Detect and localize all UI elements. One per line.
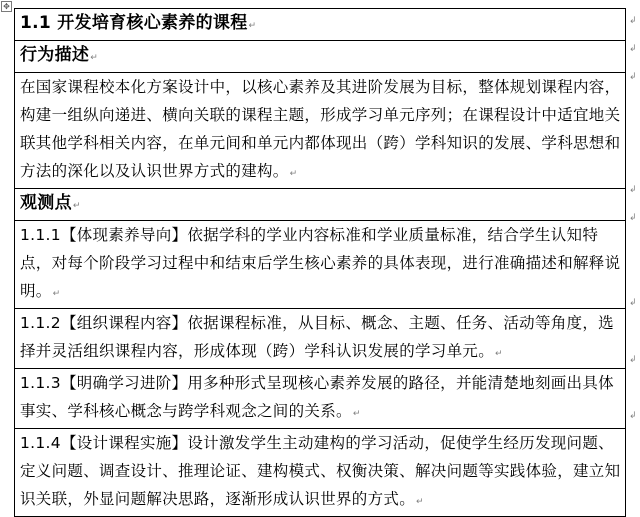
- paragraph-mark-icon: ↵: [495, 349, 503, 359]
- table-row: [15, 221, 626, 309]
- table-row: [15, 41, 626, 73]
- point-text: 1.1.2【组织课程内容】依据课程标准，从目标、概念、主题、任务、活动等角度，选择并灵活组织课程内容，形成体现（跨）学科认识发展的学习单元。: [20, 314, 614, 360]
- point-cell[interactable]: [15, 221, 626, 309]
- point-text: 1.1.1【体现素养导向】依据学科的学业内容标准和学业质量标准，结合学生认知特点，对每个阶段学习过程中和结束后学生核心素养的具体表现，进行准确描述和解释说明。: [20, 226, 621, 300]
- standards-table: [14, 8, 626, 517]
- section-title-cell[interactable]: [15, 9, 626, 41]
- point-cell[interactable]: [15, 429, 626, 517]
- point-text: 1.1.4【设计课程实施】设计激发学生主动建构的学习活动，促使学生经历发现问题、定义问题、调查设计、推理论证、建构模式、权衡决策、解决问题等实践体验，建立知识关联，外显问题解决思路，逐渐形成认识世界的方式。: [20, 434, 621, 508]
- table-row: [15, 369, 626, 429]
- section-title: 1.1 开发培育核心素养的课程: [20, 13, 248, 33]
- paragraph-mark-icon: ↵: [52, 289, 61, 299]
- table-row: [15, 309, 626, 369]
- behavior-heading: 行为描述: [20, 45, 90, 65]
- paragraph-mark-icon: ↵: [352, 409, 361, 419]
- cell-end-mark-icon: ↲: [629, 298, 637, 308]
- observation-heading: 观测点: [20, 193, 72, 213]
- paragraph-mark-icon: ↵: [248, 21, 257, 31]
- cell-end-mark-icon: ↲: [629, 411, 637, 421]
- cell-end-mark-icon: ↲: [629, 213, 637, 223]
- cell-end-mark-icon: ↲: [629, 16, 637, 26]
- paragraph-mark-icon: ↵: [289, 169, 298, 179]
- table-row: [15, 9, 626, 41]
- table-move-handle-icon[interactable]: ✥: [1, 1, 12, 12]
- point-cell[interactable]: [15, 309, 626, 369]
- paragraph-mark-icon: ↵: [72, 201, 81, 211]
- table-row: [15, 73, 626, 189]
- behavior-heading-cell[interactable]: [15, 41, 626, 73]
- cell-end-mark-icon: ↲: [629, 185, 637, 195]
- observation-heading-cell[interactable]: [15, 189, 626, 221]
- cell-end-mark-icon: ↲: [629, 44, 637, 54]
- paragraph-mark-icon: ↵: [416, 497, 424, 507]
- behavior-text: 在国家课程校本化方案设计中，以核心素养及其进阶发展为目标，整体规划课程内容，构建一组纵向递进、横向关联的课程主题，形成学习单元序列；在课程设计中适宜地关联其他学科相关内容，在单元间和单元内都体现出（跨）学科知识的发展、学科思想和方法的深化以及认识世界方式的建构。: [20, 78, 621, 180]
- behavior-text-cell[interactable]: [15, 73, 626, 189]
- table-row: [15, 429, 626, 517]
- point-cell[interactable]: [15, 369, 626, 429]
- cell-end-mark-icon: ↲: [629, 355, 637, 365]
- cell-end-mark-icon: ↲: [629, 72, 637, 82]
- point-text: 1.1.3【明确学习进阶】用多种形式呈现核心素养发展的路径，并能清楚地刻画出具体事实、学科核心概念与跨学科观念之间的关系。: [20, 374, 614, 420]
- table-row: [15, 189, 626, 221]
- paragraph-mark-icon: ↵: [90, 53, 99, 63]
